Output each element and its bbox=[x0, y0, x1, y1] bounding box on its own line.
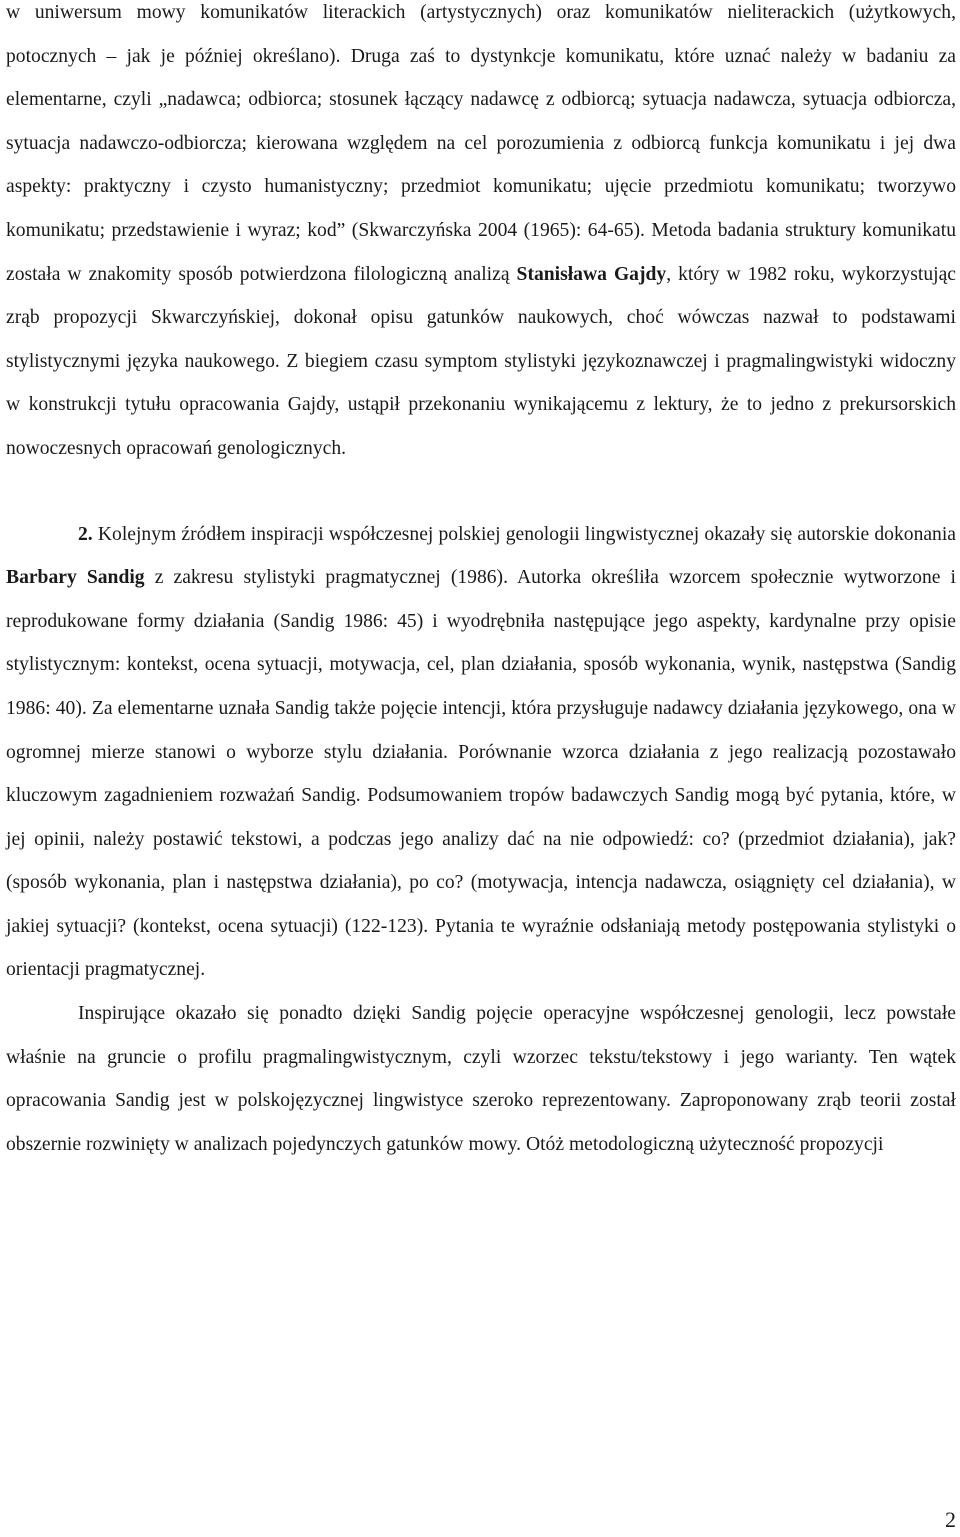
author-name-gajda: Stanisława Gajdy bbox=[516, 263, 667, 285]
document-page bbox=[6, 0, 956, 1166]
paragraph-1 bbox=[6, 0, 956, 471]
paragraph-2 bbox=[6, 513, 956, 993]
paragraph-2-text-end: z zakresu stylistyki pragmatycznej (1986). Autorka określiła wzorcem społecznie wytworzone i reprodukowane formy działania (Sandig 1986: 45) i wyodrębniła następujące jego aspekty, kardynalne przy opisie stylistycznym: kontekst, ocena sytuacji, motywacja, cel, plan działania, sposób wykonania, wynik, następstwa (Sandig 1986: 40). Za elementarne uznała Sandig także pojęcie intencji, która przysługuje nadawcy działania językowego, ona w ogromnej mierze stanowi o wyborze stylu działania. Porównanie wzorca działania z jego realizacją pozostawało kluczowym zagadnieniem rozważań Sandig. Podsumowaniem tropów badawczych Sandig mogą być pytania, które, w jej opinii, należy postawić tekstowi, a podczas jego analizy dać na nie odpowiedź: co? (przedmiot działania), jak? (sposób wykonania, plan i następstwa działania), po co? (motywacja, intencja nadawcza, osiągnięty cel działania), w jakiej sytuacji? (kontekst, ocena sytuacji) (122-123). Pytania te wyraźnie odsłaniają metody postępowania stylistyki o orientacji pragmatycznej. bbox=[6, 567, 956, 981]
paragraph-2-text-start: Kolejnym źródłem inspiracji współczesnej polskiej genologii lingwistycznej okazały się autorskie dokonania bbox=[92, 523, 956, 545]
paragraph-1-text-start: w uniwersum mowy komunikatów literackich (artystycznych) oraz komunikatów nieliterackich (użytkowych, potocznych – jak je później określano). Druga zaś to dystynkcje komunikatu, które uznać należy w badaniu za elementarne, czyli „nadawca; odbiorca; stosunek łączący nadawcę z odbiorcą; sytuacja nadawcza, sytuacja odbiorcza, sytuacja nadawczo-odbiorcza; kierowana względem na cel porozumienia z odbiorcą funkcja komunikatu i jej dwa aspekty: praktyczny i czysto humanistyczny; przedmiot komunikatu; ujęcie przedmiotu komunikatu; tworzywo komunikatu; przedstawienie i wyraz; kod” (Skwarczyńska 2004 (1965): 64-65). Metoda badania struktury komunikatu została w znakomity sposób potwierdzona filologiczną analizą bbox=[6, 2, 956, 285]
author-name-sandig: Barbary Sandig bbox=[6, 567, 145, 589]
section-number: 2. bbox=[78, 523, 93, 545]
page-number: 2 bbox=[945, 1507, 956, 1532]
paragraph-1-text-end: , który w 1982 roku, wykorzystując zrąb propozycji Skwarczyńskiej, dokonał opisu gatunków naukowych, choć wówczas nazwał to podstawami stylistycznymi języka naukowego. Z biegiem czasu symptom stylistyki językoznawczej i pragmalingwistyki widoczny w konstrukcji tytułu opracowania Gajdy, ustąpił przekonaniu wynikającemu z lektury, że to jedno z prekursorskich nowoczesnych opracowań genologicznych. bbox=[6, 263, 956, 459]
paragraph-3: Inspirujące okazało się ponadto dzięki Sandig pojęcie operacyjne współczesnej genologii, lecz powstałe właśnie na gruncie o profilu pragmalingwistycznym, czyli wzorzec tekstu/tekstowy i jego warianty. Ten wątek opracowania Sandig jest w polskojęzycznej lingwistyce szeroko reprezentowany. Zaproponowany zrąb teorii został obszernie rozwinięty w analizach pojedynczych gatunków mowy. Otóż metodologiczną użyteczność propozycji bbox=[6, 1003, 956, 1155]
